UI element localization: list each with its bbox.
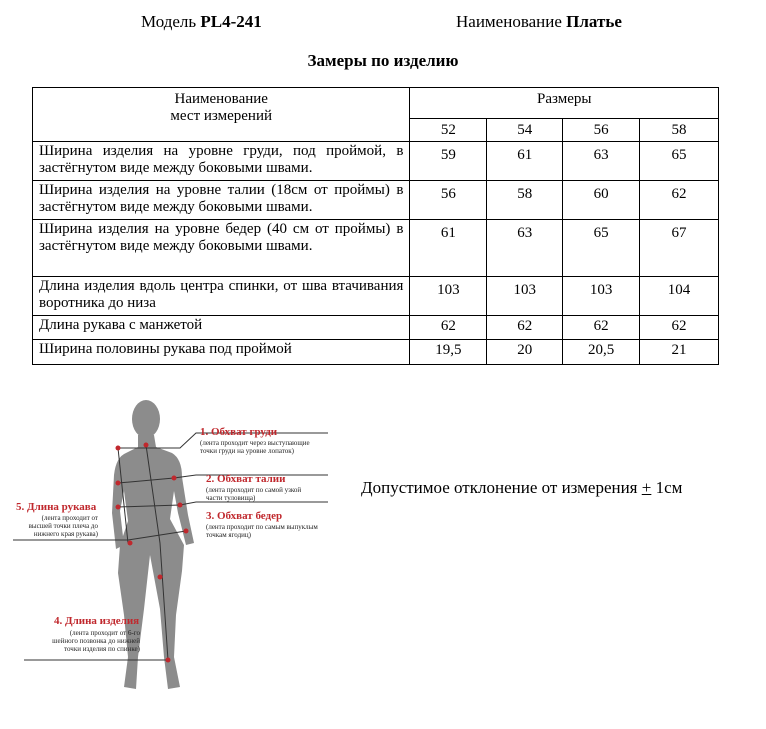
callout-hips-line: точкам ягодиц) bbox=[206, 531, 251, 539]
callout-chest-line: (лента проходит через выступающие bbox=[200, 439, 310, 447]
model-header bbox=[141, 12, 262, 32]
row-label: Длина изделия вдоль центра спинки, от шва втачивания воротника до низа bbox=[33, 277, 410, 316]
measure-name-header-line2: мест измерений bbox=[170, 108, 273, 124]
value-cell: 65 bbox=[563, 220, 640, 277]
callout-waist-title: 2. Обхват талии bbox=[206, 473, 286, 485]
value-cell: 63 bbox=[563, 142, 640, 181]
row-label: Ширина изделия на уровне груди, под проймой, в застёгнутом виде между боковыми швами. bbox=[33, 142, 410, 181]
callout-length-line: точки изделия по спинке) bbox=[64, 645, 140, 653]
size-cell: 56 bbox=[563, 118, 640, 141]
value-cell: 103 bbox=[563, 277, 640, 316]
tolerance-value: 1см bbox=[655, 478, 683, 497]
callout-chest-line: точки груди на уровне лопаток) bbox=[200, 447, 294, 455]
model-label: Модель bbox=[141, 12, 197, 31]
value-cell: 21 bbox=[640, 340, 719, 365]
value-cell: 20,5 bbox=[563, 340, 640, 365]
size-cell: 52 bbox=[410, 118, 487, 141]
value-cell: 62 bbox=[487, 316, 563, 340]
callout-waist-line: (лента проходит по самой узкой bbox=[206, 486, 302, 494]
sizes-header: Размеры bbox=[410, 88, 719, 119]
product-name-header bbox=[456, 12, 622, 32]
row-label: Длина рукава с манжетой bbox=[33, 316, 410, 340]
measure-name-header bbox=[33, 88, 410, 142]
value-cell: 58 bbox=[487, 181, 563, 220]
value-cell: 59 bbox=[410, 142, 487, 181]
callout-length-line: (лента проходит от 6-го bbox=[69, 629, 140, 637]
product-name-label: Наименование bbox=[456, 12, 562, 31]
value-cell: 63 bbox=[487, 220, 563, 277]
value-cell: 61 bbox=[487, 142, 563, 181]
callout-hips-line: (лента проходит по самым выпуклым bbox=[206, 523, 318, 531]
product-name-value: Платье bbox=[566, 12, 622, 31]
value-cell: 62 bbox=[640, 316, 719, 340]
callout-sleeve-line: (лента проходит от bbox=[41, 514, 98, 522]
tolerance-note bbox=[361, 478, 682, 498]
value-cell: 67 bbox=[640, 220, 719, 277]
callout-hips-title: 3. Обхват бедер bbox=[206, 510, 283, 522]
value-cell: 62 bbox=[563, 316, 640, 340]
measurements-table bbox=[32, 87, 719, 365]
tolerance-text: Допустимое отклонение от измерения bbox=[361, 478, 638, 497]
measure-name-header-line1: Наименование bbox=[174, 91, 268, 107]
callout-chest-title: 1. Обхват груди bbox=[200, 426, 278, 438]
table-row bbox=[33, 220, 719, 277]
model-value: PL4-241 bbox=[200, 12, 262, 31]
value-cell: 104 bbox=[640, 277, 719, 316]
size-cell: 54 bbox=[487, 118, 563, 141]
table-row bbox=[33, 142, 719, 181]
value-cell: 56 bbox=[410, 181, 487, 220]
value-cell: 62 bbox=[640, 181, 719, 220]
measurement-diagram bbox=[10, 395, 345, 695]
table-row bbox=[33, 181, 719, 220]
table-row bbox=[33, 340, 719, 365]
value-cell: 62 bbox=[410, 316, 487, 340]
value-cell: 65 bbox=[640, 142, 719, 181]
callout-waist-line: части туловища) bbox=[206, 494, 256, 502]
value-cell: 60 bbox=[563, 181, 640, 220]
page-title: Замеры по изделию bbox=[307, 51, 459, 70]
value-cell: 103 bbox=[410, 277, 487, 316]
plus-minus-sign: + bbox=[641, 478, 652, 497]
value-cell: 103 bbox=[487, 277, 563, 316]
callout-length-title: 4. Длина изделия bbox=[54, 615, 140, 627]
table-header-row bbox=[33, 88, 719, 119]
row-label: Ширина изделия на уровне бедер (40 см от проймы) в застёгнутом виде между боковыми швами. bbox=[33, 220, 410, 277]
value-cell: 20 bbox=[487, 340, 563, 365]
table-row bbox=[33, 277, 719, 316]
row-label: Ширина изделия на уровне талии (18см от проймы) в застёгнутом виде между боковыми швами. bbox=[33, 181, 410, 220]
callout-length-line: шейного позвонка до нижней bbox=[52, 637, 140, 645]
size-cell: 58 bbox=[640, 118, 719, 141]
table-row bbox=[33, 316, 719, 340]
value-cell: 19,5 bbox=[410, 340, 487, 365]
callout-sleeve-line: нижнего края рукава) bbox=[33, 530, 98, 538]
row-label: Ширина половины рукава под проймой bbox=[33, 340, 410, 365]
value-cell: 61 bbox=[410, 220, 487, 277]
callout-sleeve-line: высшей точки плеча до bbox=[28, 522, 98, 530]
callout-sleeve-title: 5. Длина рукава bbox=[16, 501, 97, 513]
